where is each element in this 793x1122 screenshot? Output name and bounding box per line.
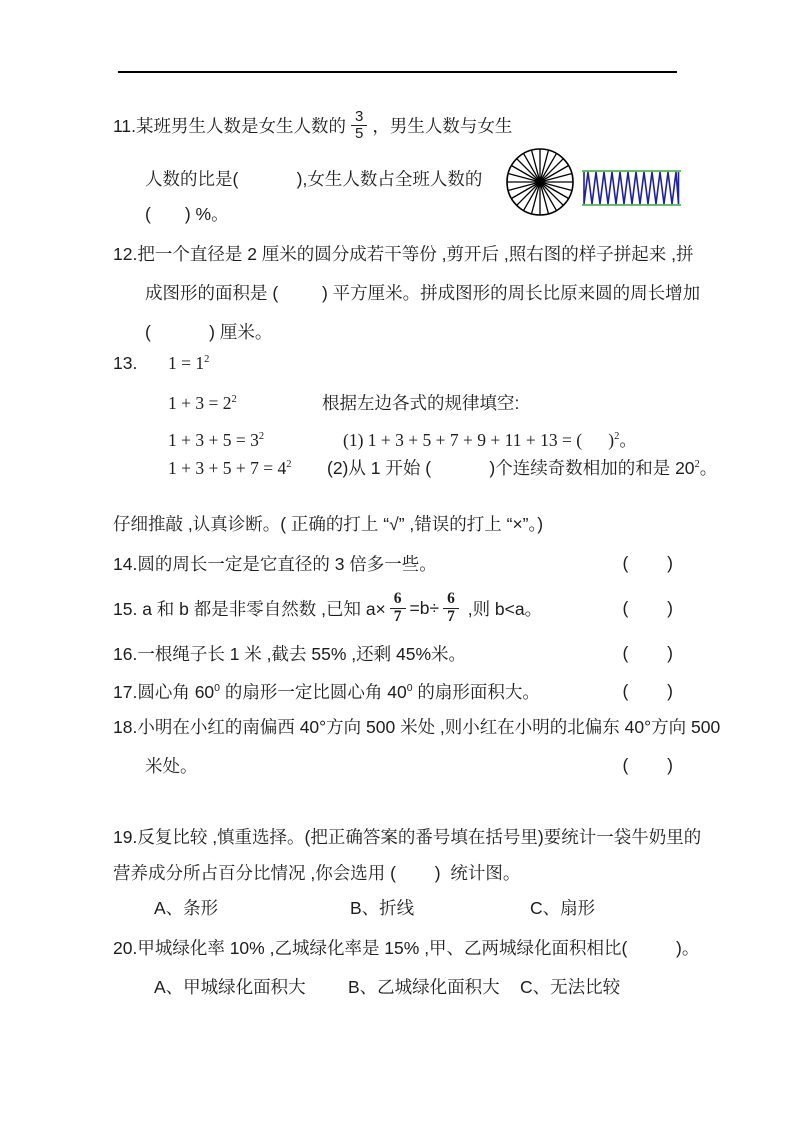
q19-option-c: C、扇形: [530, 898, 596, 918]
question-15-text: [113, 591, 542, 625]
question-17-text: [113, 679, 540, 704]
q14-answer-blank: ( ): [622, 553, 673, 573]
fraction-numerator: 3: [351, 109, 367, 126]
fraction-six-sevenths: [443, 591, 459, 625]
sub2-sup: 2: [694, 459, 700, 471]
q15-answer-blank: ( ): [622, 597, 673, 618]
q13-equation-1: [168, 352, 209, 375]
q13-equation-3: [168, 429, 264, 452]
q13-subquestion-2: [327, 457, 717, 480]
question-18-line-2: 米处。: [145, 756, 198, 776]
question-14-row: [113, 551, 673, 576]
question-15-row: [113, 584, 673, 632]
sub2-tail: 。: [699, 458, 718, 478]
q18-answer-blank: ( ): [622, 755, 673, 775]
q17-sup2: 0: [406, 682, 413, 695]
tf-section-header: 仔细推敲 ,认真诊断。( 正确的打上 “√” ,错误的打上 “×”。): [113, 514, 544, 534]
q17-answer-blank: ( ): [622, 681, 673, 701]
zigzag-sectors: [584, 172, 679, 204]
q19-option-b: B、折线: [350, 898, 415, 918]
q13-note: 根据左边各式的规律填空:: [322, 393, 520, 413]
question-19-line-2: 营养成分所占百分比情况 ,你会选用 ( ) 统计图。: [113, 863, 521, 883]
header-rule-line: [118, 71, 677, 73]
question-17-row: [113, 679, 673, 704]
question-12-line-2: 成图形的面积是 ( ) 平方厘米。拼成图形的周长比原来圆的周长增加: [145, 283, 701, 303]
question-12-line-3: ( ) 厘米。: [145, 322, 273, 342]
q13-equation-4: [168, 457, 291, 480]
q20-option-c: C、无法比较: [520, 977, 621, 997]
eq1-sup: 2: [204, 354, 210, 366]
q11-text-post: ，男生人数与女生: [372, 115, 513, 136]
question-20-line-1: 20.甲城绿化率 10% ,乙城绿化率是 15% ,甲、乙两城绿化面积相比( )。: [113, 938, 700, 958]
q17-t1: 17.圆心角 60: [113, 682, 215, 702]
fraction-denominator: 7: [447, 607, 455, 625]
eq3-sup: 2: [258, 431, 265, 443]
question-16-text: 16.一根绳子长 1 米 ,截去 55% ,还剩 45%米。: [113, 644, 467, 664]
q13-equation-2: [168, 392, 237, 415]
question-11-line-1: [113, 101, 512, 149]
pieced-rectangle-figure: [582, 170, 681, 206]
q17-sup1: 0: [214, 682, 220, 695]
fraction-denominator: 5: [355, 124, 364, 142]
fraction-denominator: 7: [393, 607, 402, 625]
q15-mid: =b÷: [409, 597, 440, 618]
q11-text-pre: 11.某班男生人数是女生人数的: [113, 115, 347, 136]
fraction-numerator: 6: [443, 591, 459, 608]
sector-circle-strokes: [507, 149, 573, 215]
q15-post: ,则 b<a。: [462, 598, 543, 619]
q17-t3: 的扇形面积大。: [412, 682, 540, 702]
q20-option-a: A、甲城绿化面积大: [154, 977, 306, 997]
fraction-six-sevenths: [390, 591, 406, 625]
question-19-line-1: 19.反复比较 ,慎重选择。(把正确答案的番号填在括号里)要统计一袋牛奶里的: [113, 827, 702, 847]
fraction-three-fifths: [351, 109, 367, 142]
sub1-sup: 2: [614, 431, 620, 443]
eq4-sup: 2: [286, 459, 292, 471]
fraction-numerator: 6: [390, 591, 406, 608]
q20-option-b: B、乙城绿化面积大: [348, 977, 500, 997]
question-11-line-3: ( ) %。: [145, 204, 229, 224]
question-11-line-2: 人数的比是( ),女生人数占全班人数的: [145, 169, 483, 189]
q13-subquestion-1: [343, 429, 637, 452]
sub1-tail: 。: [619, 430, 637, 450]
question-18-line-1: 18.小明在小红的南偏西 40°方向 500 米处 ,则小红在小明的北偏东 40°方向 500: [113, 717, 721, 737]
eq3-base: 1 + 3 + 5 = 3: [168, 430, 259, 450]
question-12-line-1: 12.把一个直径是 2 厘米的圆分成若干等份 ,剪开后 ,照右图的样子拼起来 ,拼: [113, 244, 694, 264]
eq4-base: 1 + 3 + 5 + 7 = 4: [168, 458, 287, 478]
question-16-row: [113, 641, 673, 666]
question-14-text: 14.圆的周长一定是它直径的 3 倍多一些。: [113, 554, 437, 574]
sub2-pre: (2)从 1 开始 ( )个连续奇数相加的和是 20: [327, 458, 695, 478]
eq2-base: 1 + 3 = 2: [168, 393, 232, 413]
q16-answer-blank: ( ): [622, 643, 673, 663]
sector-circle-figure: [504, 146, 576, 218]
eq1-base: 1 = 1: [168, 353, 205, 373]
question-13-number: 13.: [113, 353, 138, 373]
sub1-pre: (1) 1 + 3 + 5 + 7 + 9 + 11 + 13 = ( ): [343, 430, 615, 450]
q15-pre: 15. a 和 b 都是非零自然数 ,已知 a×: [113, 598, 386, 619]
eq2-sup: 2: [231, 394, 237, 406]
question-18-line-2-row: [145, 753, 673, 778]
q19-option-a: A、条形: [154, 898, 219, 918]
q17-t2: 的扇形一定比圆心角 40: [220, 682, 407, 702]
